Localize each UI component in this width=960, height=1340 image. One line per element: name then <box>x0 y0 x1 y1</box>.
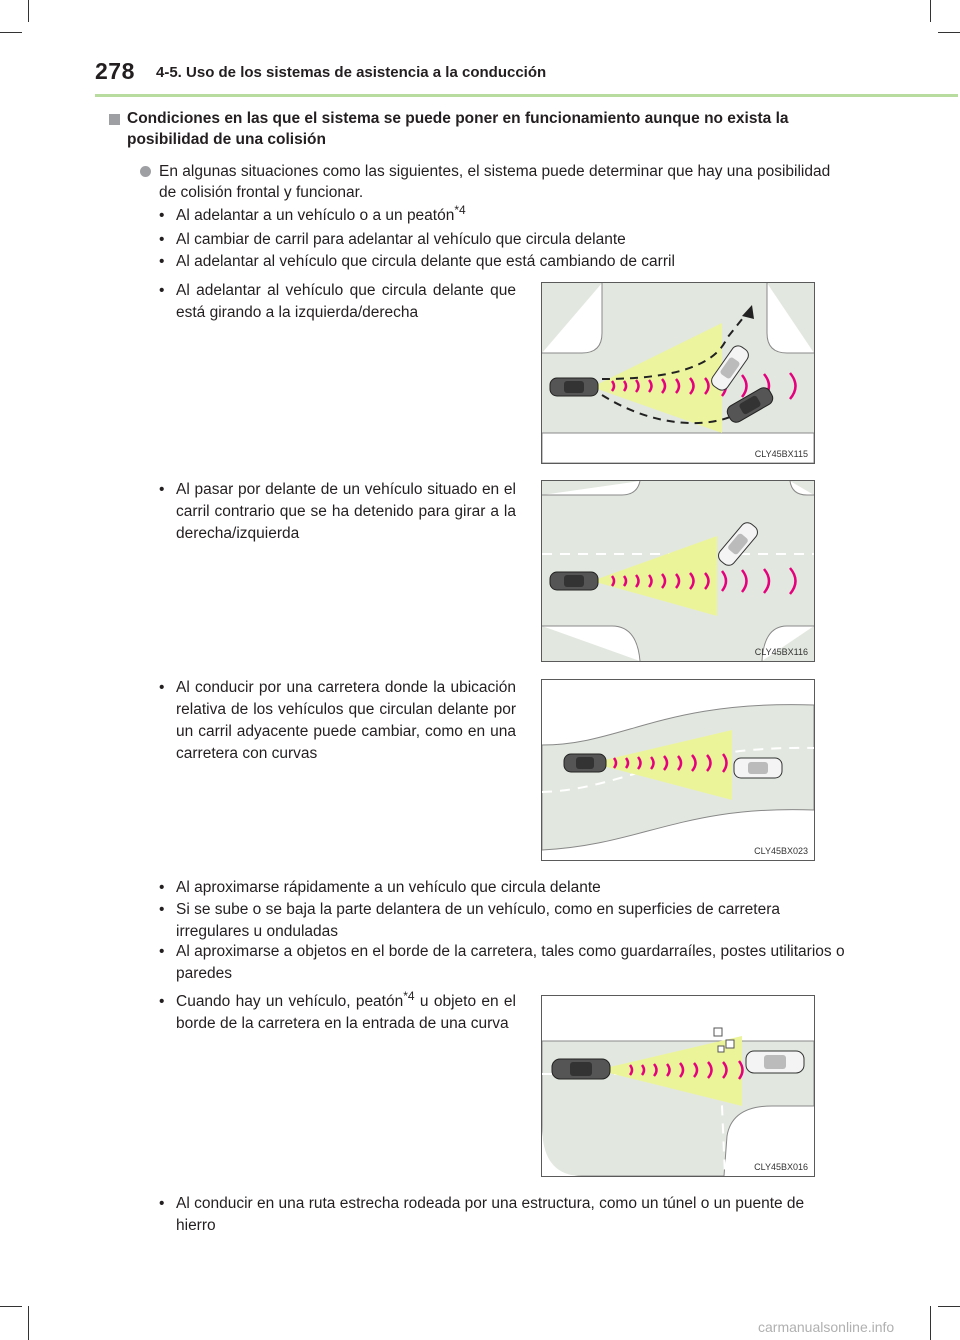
bullet-mark: • <box>159 282 165 299</box>
bullet-item <box>159 280 516 324</box>
bullet-mark: • <box>159 679 165 696</box>
illustration-curved-road <box>541 679 815 861</box>
crop-mark <box>0 32 22 33</box>
bullet-text: Al conducir por una carretera donde la ubicación relativa de los vehículos que circulan delante por un carril adyacente puede cambiar, como en una carretera con curvas <box>176 679 516 762</box>
bullet-item <box>159 989 516 1035</box>
bullet-item <box>159 203 856 227</box>
bullet-item <box>159 251 856 273</box>
bullet-text: Al adelantar a un vehículo o a un peatón <box>176 207 455 224</box>
crop-mark <box>930 1306 931 1340</box>
intro-paragraph <box>159 161 849 203</box>
illustration-crossing-vehicle <box>541 480 815 662</box>
figure-code: CLY45BX116 <box>754 647 808 657</box>
bullet-text: Al cambiar de carril para adelantar al vehículo que circula delante <box>176 231 626 248</box>
bullet-text: Al aproximarse a objetos en el borde de la carretera, tales como guardarraíles, postes utilitarios o paredes <box>176 943 845 982</box>
crop-mark <box>938 32 960 33</box>
bullet-mark: • <box>159 993 165 1010</box>
crop-mark <box>0 1306 22 1307</box>
circle-bullet-icon <box>140 166 151 177</box>
bullet-text: Cuando hay un vehículo, peatón <box>176 993 404 1010</box>
figure-code: CLY45BX023 <box>754 846 808 856</box>
header-rule <box>95 94 958 97</box>
bullet-item <box>159 899 846 943</box>
footnote-ref: *4 <box>403 989 415 1003</box>
bullet-mark: • <box>159 207 165 224</box>
crop-mark <box>28 1306 29 1340</box>
heading-text: Condiciones en las que el sistema se puede poner en funcionamiento aunque no exista la posibilidad de una colisión <box>127 110 789 148</box>
footnote-ref: *4 <box>454 203 466 217</box>
bullet-text: Al conducir en una ruta estrecha rodeada por una estructura, como un túnel o un puente de hierro <box>176 1195 805 1234</box>
bullet-mark: • <box>159 231 165 248</box>
bullet-text: Al adelantar al vehículo que circula delante que está girando a la izquierda/derecha <box>176 282 516 321</box>
page-number: 278 <box>95 58 135 84</box>
bullet-item <box>159 229 856 251</box>
figure-code: CLY45BX016 <box>754 1162 808 1172</box>
bullet-mark: • <box>159 1195 165 1212</box>
bullet-item <box>159 1193 846 1237</box>
bullet-text: Al aproximarse rápidamente a un vehículo que circula delante <box>176 879 601 896</box>
bullet-item <box>159 877 846 899</box>
illustration-curve-entrance <box>541 995 815 1177</box>
intro-text: En algunas situaciones como las siguientes, el sistema puede determinar que hay una posibilidad de colisión frontal y funcionar. <box>159 163 831 201</box>
illustration-turning-vehicle <box>541 282 815 464</box>
bullet-mark: • <box>159 253 165 270</box>
crop-mark <box>938 1306 960 1307</box>
bullet-mark: • <box>159 481 165 498</box>
bullet-text: Si se sube o se baja la parte delantera de un vehículo, como en superficies de carretera irregulares u onduladas <box>176 901 781 940</box>
bullet-item <box>159 941 846 985</box>
bullet-text-cont: u objeto en el borde de la carretera en la entrada de una curva <box>176 993 516 1032</box>
section-title: 4-5. Uso de los sistemas de asistencia a la conducción <box>156 64 547 81</box>
crop-mark <box>28 0 29 22</box>
bullet-mark: • <box>159 943 165 960</box>
bullet-item <box>159 677 516 765</box>
footer-watermark: carmanualsonline.info <box>758 1319 895 1335</box>
crop-mark <box>930 0 931 22</box>
bullet-text: Al adelantar al vehículo que circula delante que está cambiando de carril <box>176 253 675 270</box>
bullet-text: Al pasar por delante de un vehículo situado en el carril contrario que se ha detenido para girar a la derecha/izquierda <box>176 481 516 542</box>
figure-code: CLY45BX115 <box>754 449 808 459</box>
bullet-item <box>159 479 516 545</box>
heading <box>127 108 847 150</box>
bullet-mark: • <box>159 879 165 896</box>
bullet-mark: • <box>159 901 165 918</box>
square-bullet-icon <box>109 114 120 125</box>
